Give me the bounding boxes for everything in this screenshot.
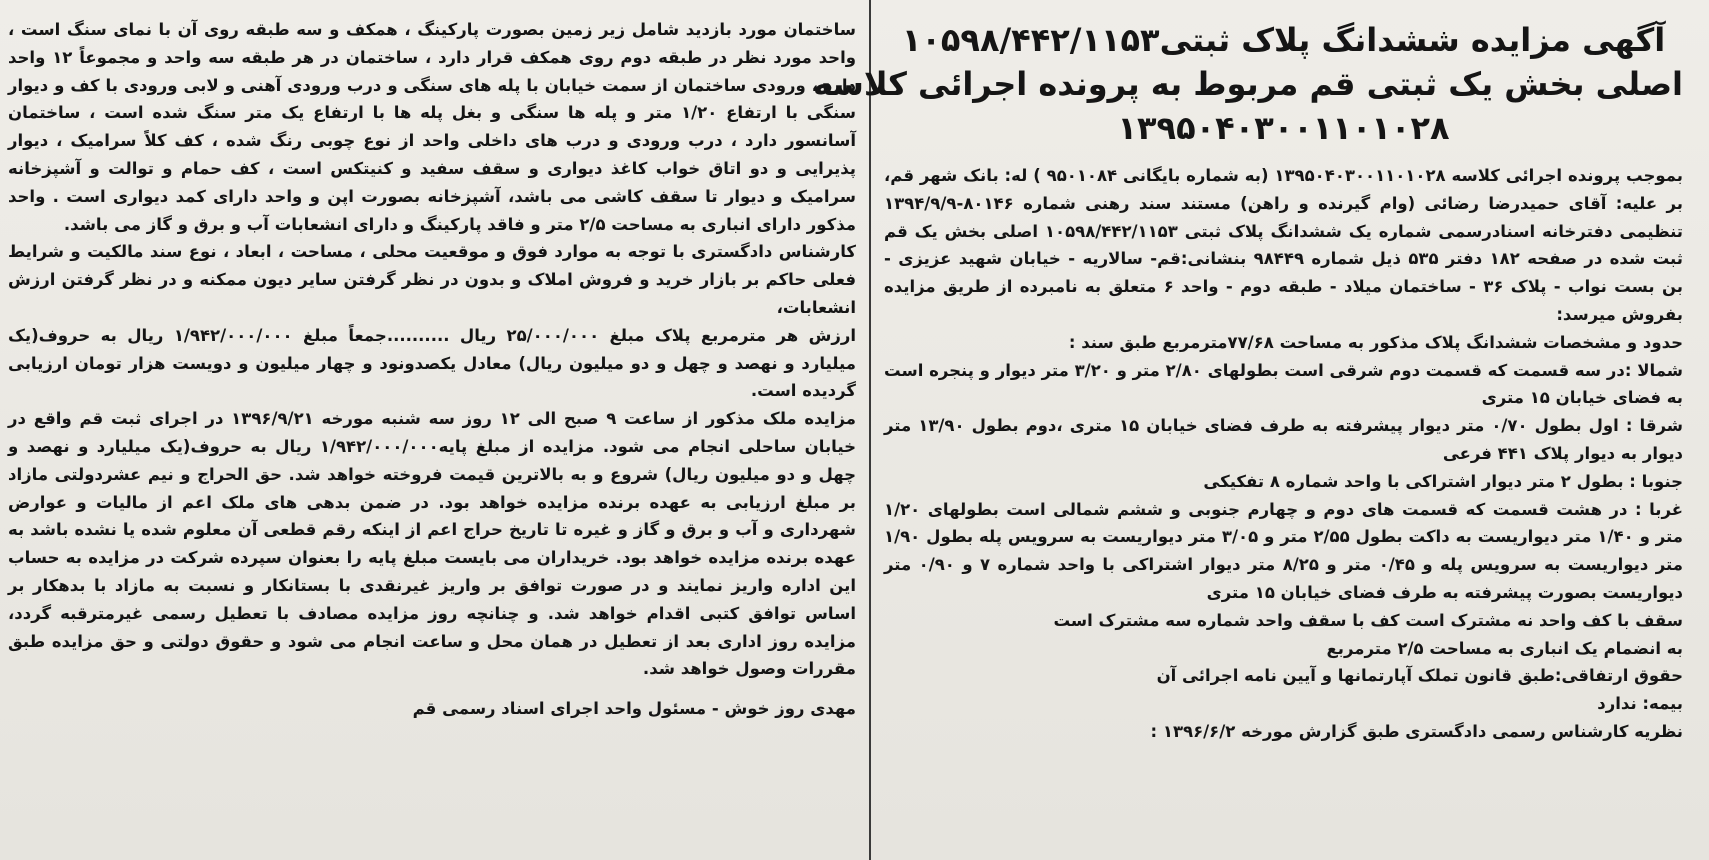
title-line-3: ۱۳۹۵۰۴۰۳۰۰۱۱۰۱۰۲۸ (1117, 109, 1450, 147)
boundaries-heading: حدود و مشخصات ششدانگ پلاک مذکور به مساحت ۷۷/۶۸مترمربع طبق سند : (1068, 332, 1683, 352)
west-boundary: غربا : در هشت قسمت که قسمت های دوم و چهارم جنوبی و ششم شمالی است بطولهای ۱/۲۰ متر و ۱/۴۰ متر دیواریست به داکت بطول ۲/۵۵ متر و ۳/۰۵ متر دیواریست به سرویس پله بطول ۱/۹۰ متر دیواریست به سرویس پله و ۰/۴۵ متر و ۸/۲۵ متر دیوار اشتراکی با واحد شماره ۷ و ۰/۹۰ متر دیواریست بصورت پیشرفته به طرف فضای خیابان ۱۵ متری (884, 499, 1683, 602)
right-column (813, 0, 1709, 860)
east-boundary: شرقا : اول بطول ۰/۷۰ متر دیوار پیشرفته به طرف فضای خیابان ۱۵ متری ،دوم بطول ۱۳/۹۰ متر دیوار به دیوار پلاک ۴۴۱ فرعی (884, 416, 1683, 463)
notice-title (813, 18, 1683, 150)
auction-terms-text: مزایده ملک مذکور از ساعت ۹ صبح الی ۱۲ روز سه شنبه مورخه ۱۳۹۶/۹/۲۱ در اجرای ثبت قم واقع در خیابان ساحلی انجام می شود. مزایده از مبلغ پایه۱/۹۴۲/۰۰۰/۰۰۰ ریال به حروف(یک میلیارد و نهصد و چهل و دو میلیون ریال) شروع و به بالاترین قیمت فروخته خواهد شد. حق الحراج و نیم عشردولتی مازاد بر مبلغ ارزیابی به عهده برنده مزایده خواهد بود. در ضمن بدهی های ملک اعم از مالیات و عوارض شهرداری و آب و برق و گاز و غیره تا تاریخ حراج اعم از اینکه رقم قطعی آن معلوم شده یا نشده باشد به عهده برنده مزایده خواهد بود. خریداران می بایست مبلغ پایه را بعنوان سپرده شرکت در مزایده به حساب این اداره واریز نمایند و در صورت توافق بر واریز غیرنقدی با بستانکار و نسبت به مازاد با بدهکار بر اساس توافق کتبی اقدام خواهد شد. و چنانچه روز مزایده مصادف با تعطیل رسمی غیرمترقبه گردد، مزایده روز اداری بعد از تعطیل در همان محل و ساعت انجام می شود و حقوق دولتی و حق مزایده طبق مقررات وصول خواهد شد. (8, 409, 856, 679)
valuation-text: ارزش هر مترمربع پلاک مبلغ ۲۵/۰۰۰/۰۰۰ ریال ..........جمعاً مبلغ ۱/۹۴۲/۰۰۰/۰۰۰ ریال به حروف(یک میلیارد و نهصد و چهل و دو میلیون ریال) معادل یکصدونود و چهار میلیون و دویست هزار تومان ارزیابی گردیده است. (8, 325, 856, 401)
easement-rights-text: حقوق ارتفاقی:طبق قانون تملک آپارتمانها و آیین نامه اجرائی آن (1156, 666, 1683, 686)
south-boundary: جنوبا : بطول ۲ متر دیوار اشتراکی با واحد شماره ۸ تفکیکی (1203, 471, 1683, 491)
title-line-1: آگهی مزایده ششدانگ پلاک ثبتی۱۰۵۹۸/۴۴۲/۱۱۵۳ (901, 21, 1666, 59)
case-paragraph: بموجب پرونده اجرائی کلاسه ۱۳۹۵۰۴۰۳۰۰۱۱۰۱۰۲۸ (به شماره بایگانی ۹۵۰۱۰۸۴ ) له: بانک شهر قم، بر علیه: آقای حمیدرضا رضائی (وام گیرنده و راهن) مستند سند رهنی شماره ۸۰۱۴۶-۱۳۹۴/۹/۹ تنظیمی دفترخانه اسنادرسمی شماره یک ششدانگ پلاک ثبتی ۱۰۵۹۸/۴۴۲/۱۱۵۳ اصلی بخش یک قم ثبت شده در صفحه ۱۸۲ دفتر ۵۳۵ ذیل شماره ۹۸۴۴۹ بنشانی:قم- سالاریه - خیابان شهید عزیزی - بن بست نواب - پلاک ۳۶ - ساختمان میلاد - طبقه دوم - واحد ۶ متعلق به نامبرده از طریق مزایده بفروش میرسد: (884, 166, 1684, 324)
ceiling-floor-text: سقف با کف واحد نه مشترک است کف با سقف واحد شماره سه مشترک است (1053, 610, 1683, 630)
north-boundary: شمالا :در سه قسمت که قسمت دوم شرقی است بطولهای ۲/۸۰ متر و ۳/۲۰ متر دیوار و پنجره است به فضای خیابان ۱۵ متری (884, 360, 1683, 408)
expert-opinion-heading: نظریه کارشناس رسمی دادگستری طبق گزارش مورخه ۱۳۹۶/۶/۲ : (1150, 721, 1683, 741)
signature: مهدی روز خوش - مسئول واحد اجرای اسناد رسمی قم (412, 699, 856, 719)
expert-evaluation-text: کارشناس دادگستری با توجه به موارد فوق و موقعیت محلی ، مساحت ، ابعاد ، نوع سند مالکیت و شرایط فعلی حاکم بر بازار خرید و فروش املاک و بدون در نظر گرفتن سایر دیون ممکنه و در نظر گرفتن ارزش انشعابات، (8, 242, 856, 317)
column-divider (869, 0, 871, 860)
building-description: ساختمان مورد بازدید شامل زیر زمین بصورت پارکینگ ، همکف و سه طبقه روی آن با نمای سنگ است ، واحد مورد نظر در طبقه دوم روی همکف قرار دارد ، ساختمان در هر طبقه سه واحد و مجموعاً ۱۲ واحد دارد ، ورودی ساختمان از سمت خیابان با پله های سنگی و درب ورودی آهنی و لابی ورودی با کف و دیوار سنگی با ارتفاع ۱/۲۰ متر و پله ها سنگی و بغل پله ها با ارتفاع یک متر سنگ شده است ، ساختمان آسانسور دارد ، درب ورودی و درب های داخلی واحد از نوع چوبی رنگ شده ، کف کلاً سرامیک ، دیوار پذیرایی و دو اتاق خواب کاغذ دیواری و سقف سفید و کنیتکس است ، کف حمام و توالت و آشپزخانه سرامیک و دیوار تا سقف کاشی می باشد، آشپزخانه بصورت اپن و واحد دارای کمد دیواری است . واحد مذکور دارای انباری به مساحت ۲/۵ متر و فاقد پارکینگ و دارای انشعابات آب و برق و گاز می باشد. (8, 20, 856, 234)
title-line-2: اصلی بخش یک ثبتی قم مربوط به پرونده اجرائی کلاسه (813, 65, 1683, 103)
storage-text: به انضمام یک انباری به مساحت ۲/۵ مترمربع (1326, 638, 1683, 658)
insurance-text: بیمه: ندارد (1597, 694, 1683, 714)
